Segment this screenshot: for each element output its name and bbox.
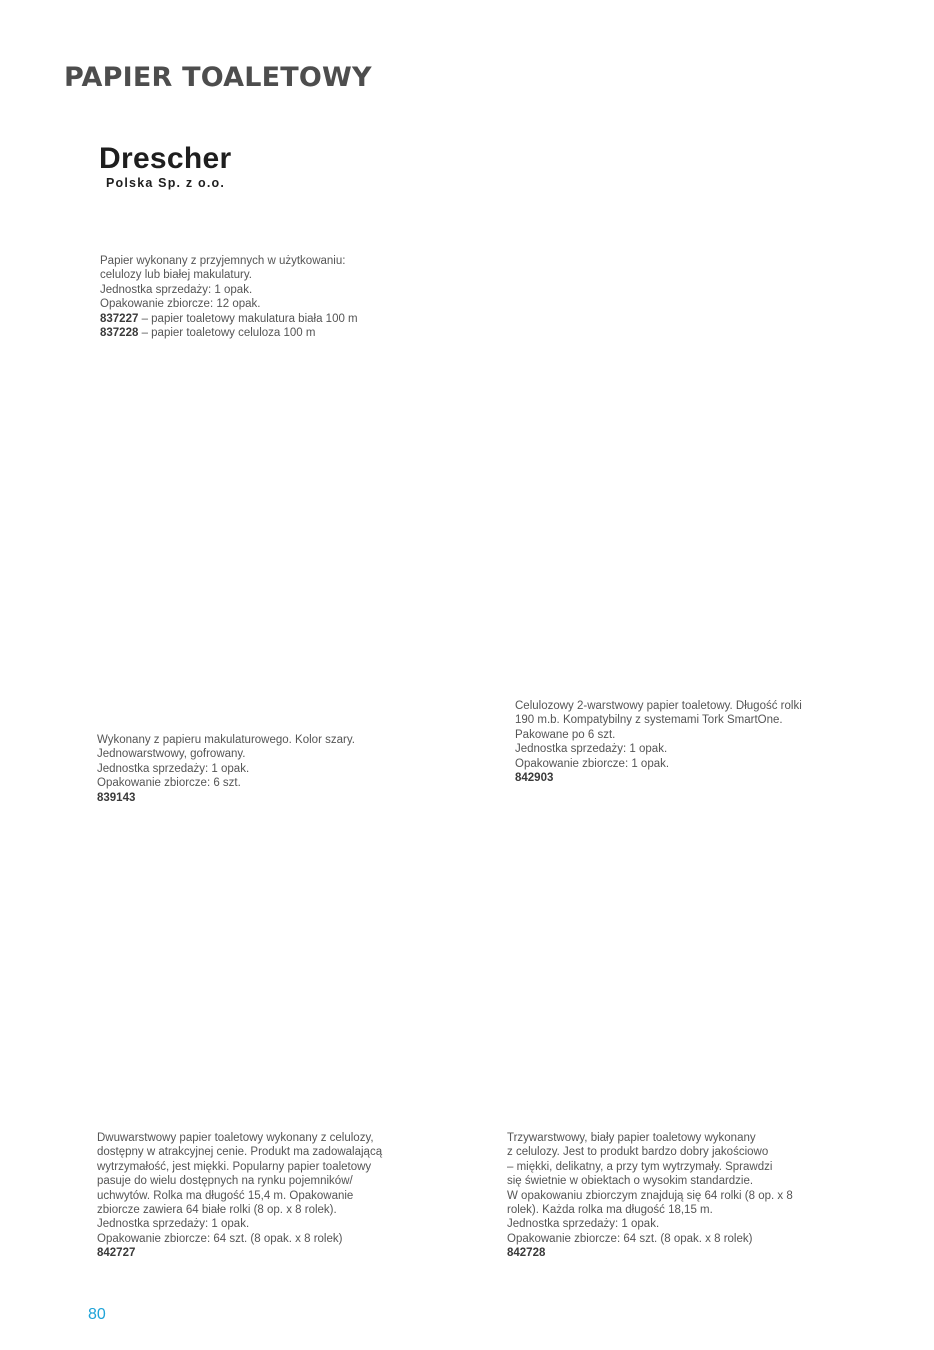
description-line: Opakowanie zbiorcze: 6 szt. [97,777,241,790]
description-line: uchwytów. Rolka ma długość 15,4 m. Opakowanie [97,1189,354,1202]
description-line: Jednostka sprzedaży: 1 opak. [97,1218,250,1231]
product-code-text: – papier toaletowy celuloza 100 m [138,327,316,340]
product-code: 842903 [515,772,554,785]
product-description-5 [507,1131,793,1261]
description-line: Opakowanie zbiorcze: 1 opak. [515,757,670,770]
description-line: się świetnie w obiektach o wysokim standardzie. [507,1175,754,1188]
description-line: Trzywarstwowy, biały papier toaletowy wykonany [507,1132,756,1144]
description-line: Jednowarstwowy, gofrowany. [97,748,246,761]
description-line: Jednostka sprzedaży: 1 opak. [507,1218,660,1231]
description-line: 190 m.b. Kompatybilny z systemami Tork SmartOne. [515,714,783,727]
product-code-text: – papier toaletowy makulatura biała 100 m [138,312,358,325]
brand-name: Drescher [99,142,232,175]
product-description-3 [515,699,802,785]
product-code-line [100,326,358,340]
product-code-line [97,1246,382,1260]
description-line: Opakowanie zbiorcze: 64 szt. (8 opak. x 8 rolek) [97,1232,343,1245]
description-line: Pakowane po 6 szt. [515,728,616,741]
product-description-1 [100,254,358,340]
description-line: Opakowanie zbiorcze: 64 szt. (8 opak. x 8 rolek) [507,1232,753,1245]
product-code-line [515,771,802,785]
product-code: 842727 [97,1247,136,1260]
brand-subtitle: Polska Sp. z o.o. [106,176,226,190]
description-line: pasuje do wielu dostępnych na rynku pojemników/ [97,1175,353,1188]
description-line: Celulozowy 2-warstwowy papier toaletowy. Długość rolki [515,700,802,712]
product-description-4 [97,1131,382,1261]
description-line: Jednostka sprzedaży: 1 opak. [515,743,668,756]
page-number: 80 [88,1306,106,1323]
description-line: Dwuwarstwowy papier toaletowy wykonany z celulozy, [97,1132,374,1144]
brand-logo [99,142,231,190]
description-line: – miękki, delikatny, a przy tym wytrzymały. Sprawdzi [507,1160,773,1173]
description-line: rolek). Każda rolka ma długość 18,15 m. [507,1204,713,1217]
description-line: dostępny w atrakcyjnej cenie. Produkt ma zadowalającą [97,1146,383,1159]
product-code: 837227 [100,312,139,325]
description-line: Jednostka sprzedaży: 1 opak. [100,283,253,296]
description-line: wytrzymałość, jest miękki. Popularny papier toaletowy [97,1160,372,1173]
description-line: zbiorcze zawiera 64 białe rolki (8 op. x 8 rolek). [97,1204,337,1217]
description-line: Opakowanie zbiorcze: 12 opak. [100,298,261,311]
description-line: Jednostka sprzedaży: 1 opak. [97,762,250,775]
description-line: celulozy lub białej makulatury. [100,269,252,282]
description-line: Wykonany z papieru makulaturowego. Kolor szary. [97,734,355,746]
product-code-line [507,1246,793,1260]
description-line: z celulozy. Jest to produkt bardzo dobry jakościowo [507,1146,769,1159]
product-code-line [100,312,358,326]
page-title: PAPIER TOALETOWY [64,62,372,93]
product-code: 839143 [97,791,136,804]
description-line: Papier wykonany z przyjemnych w użytkowaniu: [100,255,346,267]
product-code: 837228 [100,327,139,340]
product-code-line [97,791,355,805]
description-line: W opakowaniu zbiorczym znajdują się 64 rolki (8 op. x 8 [507,1189,793,1202]
product-description-2 [97,733,355,805]
product-code: 842728 [507,1247,546,1260]
